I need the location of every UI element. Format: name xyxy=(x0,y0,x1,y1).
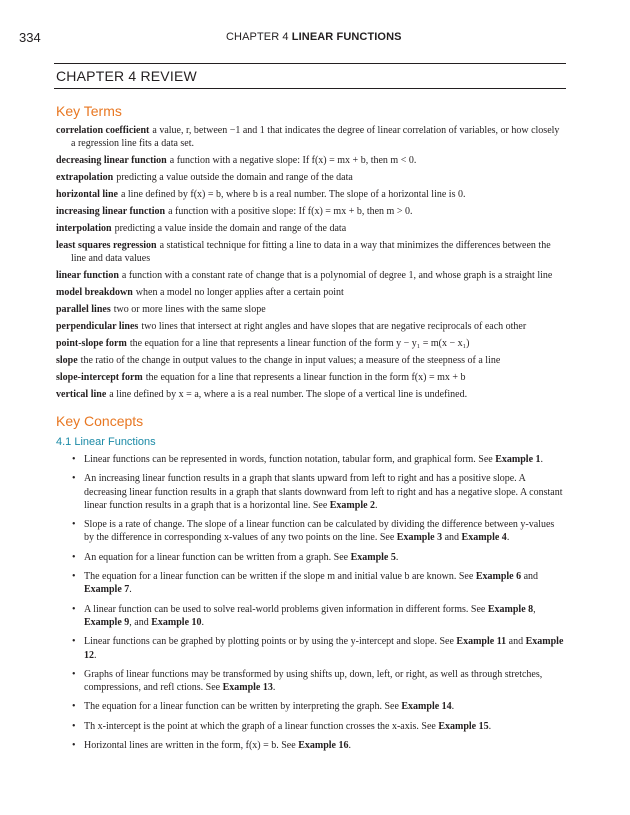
example-reference: Example 1 xyxy=(495,454,541,465)
concept-item: • An increasing linear function results in a graph that slants upward from left to right and has a positive slope. A decreasing linear function results in a graph that slants downward from left to right and has a negative slope. A constant linear function results in a graph that is a horizontal line. See Example 2. xyxy=(70,472,564,512)
key-term-definition: the equation for a line that represents a linear function in the form f(x) = mx + b xyxy=(145,372,466,383)
key-term-word: model breakdown xyxy=(56,287,133,298)
key-term-definition: the equation for a line that represents a linear function of the form y − y₁ = m(x − x₁) xyxy=(129,338,470,349)
example-reference: Example 5 xyxy=(350,551,396,563)
concept-item: • Th x-intercept is the point at which the graph of a linear function crosses the x-axis. See Example 15. xyxy=(70,720,564,733)
key-term-word: parallel lines xyxy=(56,304,111,315)
key-term-word: increasing linear function xyxy=(56,206,166,217)
running-head-title: LINEAR FUNCTIONS xyxy=(291,31,402,43)
example-reference: Example 4 xyxy=(461,532,507,544)
key-term-definition: predicting a value inside the domain and range of the data xyxy=(114,223,347,234)
example-reference: Example 15 xyxy=(438,720,489,732)
key-term xyxy=(56,303,564,316)
concept-text: Linear functions can be graphed by plotting points or by using the y-intercept and slope. See xyxy=(84,636,457,648)
key-term xyxy=(56,124,564,150)
key-term xyxy=(56,269,564,282)
example-reference: Example 13 xyxy=(222,682,273,694)
key-term-definition: predicting a value outside the domain and range of the data xyxy=(116,172,353,183)
key-concepts-list xyxy=(70,453,564,758)
example-reference: Example 16 xyxy=(298,740,349,752)
key-term-word: decreasing linear function xyxy=(56,155,167,166)
concept-item: • Graphs of linear functions may be transformed by using shifts up, down, left, or right, as well as through stretches, compressions, and refl ctions. See Example 13. xyxy=(70,668,564,695)
concept-item: • An equation for a linear function can be written from a graph. See Example 5. xyxy=(70,551,564,564)
example-reference: Example 12 xyxy=(84,636,564,661)
key-term-definition: the ratio of the change in output values to the change in input values; a measure of the steepness of a line xyxy=(80,355,501,366)
key-term xyxy=(56,354,564,367)
concept-text: Slope is a rate of change. The slope of a linear function can be calculated by dividing the difference between y-values by the difference in corresponding x-values of any two points on the line. See xyxy=(84,519,555,544)
key-term xyxy=(56,222,564,235)
concept-text: Horizontal lines are written in the form, f(x) = b. See xyxy=(84,740,299,752)
example-reference: Example 8 xyxy=(487,603,534,615)
key-term-definition: a line defined by x = a, where a is a real number. The slope of a vertical line is undefined. xyxy=(109,389,468,400)
key-term-definition: a function with a negative slope: If f(x) = mx + b, then m < 0. xyxy=(169,155,417,166)
key-term-definition: a line defined by f(x) = b, where b is a real number. The slope of a horizontal line is 0. xyxy=(120,189,466,200)
key-term-definition: a value, r, between −1 and 1 that indicates the degree of linear correlation of variables, or how closely a regression line fits a data set. xyxy=(71,125,560,149)
concept-item: • The equation for a linear function can be written if the slope m and initial value b are known. See Example 6 and Example 7. xyxy=(70,570,564,597)
key-term-word: interpolation xyxy=(56,223,112,234)
key-term-definition: two lines that intersect at right angles and have slopes that are negative reciprocals of each other xyxy=(141,321,527,332)
running-head xyxy=(226,31,402,43)
key-term-word: slope-intercept form xyxy=(56,372,143,383)
section-4-1-heading: 4.1 Linear Functions xyxy=(56,436,156,448)
heading-rule xyxy=(54,88,566,89)
concept-item: • Slope is a rate of change. The slope of a linear function can be calculated by dividing the difference between y-values by the difference in corresponding x-values of any two points on the line. See Example 3 and Example 4. xyxy=(70,518,564,545)
key-terms-list xyxy=(56,124,564,405)
key-term-word: vertical line xyxy=(56,389,107,400)
key-term xyxy=(56,171,564,184)
concept-item: • The equation for a linear function can be written by interpreting the graph. See Example 14. xyxy=(70,700,564,713)
key-term-word: extrapolation xyxy=(56,172,114,183)
key-term-definition: when a model no longer applies after a certain point xyxy=(135,287,344,298)
key-concepts-heading: Key Concepts xyxy=(56,413,144,429)
concept-text: An equation for a linear function can be written from a graph. See xyxy=(84,551,351,563)
key-term xyxy=(56,154,564,167)
key-term-word: point-slope form xyxy=(56,338,127,349)
key-term-word: correlation coefficient xyxy=(56,125,150,136)
concept-text: Linear functions can be represented in words, function notation, tabular form, and graphical form. See xyxy=(84,454,496,465)
concept-item: • A linear function can be used to solve real-world problems given information in different forms. See Example 8, Example 9, and Example 10. xyxy=(70,603,564,630)
key-term-word: slope xyxy=(56,355,78,366)
key-term-definition: a function with a positive slope: If f(x) = mx + b, then m > 0. xyxy=(168,206,413,217)
concept-text: The equation for a linear function can be written if the slope m and initial value b are known. See xyxy=(84,571,476,583)
key-term-word: horizontal line xyxy=(56,189,118,200)
concept-text: The equation for a linear function can be written by interpreting the graph. See xyxy=(84,701,402,713)
key-term-word: perpendicular lines xyxy=(56,321,139,332)
running-head-chapter: CHAPTER 4 xyxy=(226,31,289,43)
key-term-definition: a function with a constant rate of change that is a polynomial of degree 1, and whose graph is a straight line xyxy=(121,270,553,281)
key-terms-heading: Key Terms xyxy=(56,103,122,119)
concept-text: A linear function can be used to solve real-world problems given information in different forms. See xyxy=(84,603,488,615)
key-term xyxy=(56,188,564,201)
example-reference: Example 10 xyxy=(151,616,202,628)
example-reference: Example 14 xyxy=(401,701,452,713)
key-term xyxy=(56,337,564,350)
example-reference: Example 9 xyxy=(84,616,130,628)
key-term-word: least squares regression xyxy=(56,240,157,251)
concept-item: • Linear functions can be graphed by plotting points or by using the y-intercept and slope. See Example 11 and Example 12. xyxy=(70,635,564,662)
concept-text: Th x-intercept is the point at which the graph of a linear function crosses the x-axis. See xyxy=(84,720,439,732)
example-reference: Example 2 xyxy=(329,499,376,511)
example-reference: Example 7 xyxy=(84,584,130,596)
concept-item: • Linear functions can be represented in words, function notation, tabular form, and graphical form. See Example 1. xyxy=(70,453,564,466)
key-term-word: linear function xyxy=(56,270,119,281)
key-term xyxy=(56,286,564,299)
key-term xyxy=(56,320,564,333)
concept-text: An increasing linear function results in a graph that slants upward from left to right and has a positive slope. A decreasing linear function results in a graph that slants downward from left to right and has a negative slope. A constant linear function results in a graph that is a horizontal line. See xyxy=(84,473,563,511)
concept-item: • Horizontal lines are written in the form, f(x) = b. See Example 16. xyxy=(70,739,564,752)
key-term xyxy=(56,205,564,218)
key-term xyxy=(56,388,564,401)
page-number: 334 xyxy=(19,30,41,45)
key-term xyxy=(56,239,564,265)
key-term xyxy=(56,371,564,384)
key-term-definition: two or more lines with the same slope xyxy=(113,304,266,315)
example-reference: Example 6 xyxy=(475,571,522,583)
key-term-definition: a statistical technique for fitting a line to data in a way that minimizes the differences between the line and data values xyxy=(71,240,551,264)
example-reference: Example 3 xyxy=(396,532,443,544)
example-reference: Example 11 xyxy=(456,636,507,648)
top-rule xyxy=(54,63,566,64)
concept-text: Graphs of linear functions may be transformed by using shifts up, down, left, or right, as well as through stretches, compressions, and refl ctions. See xyxy=(84,668,543,694)
chapter-review-heading: CHAPTER 4 REVIEW xyxy=(56,68,197,84)
